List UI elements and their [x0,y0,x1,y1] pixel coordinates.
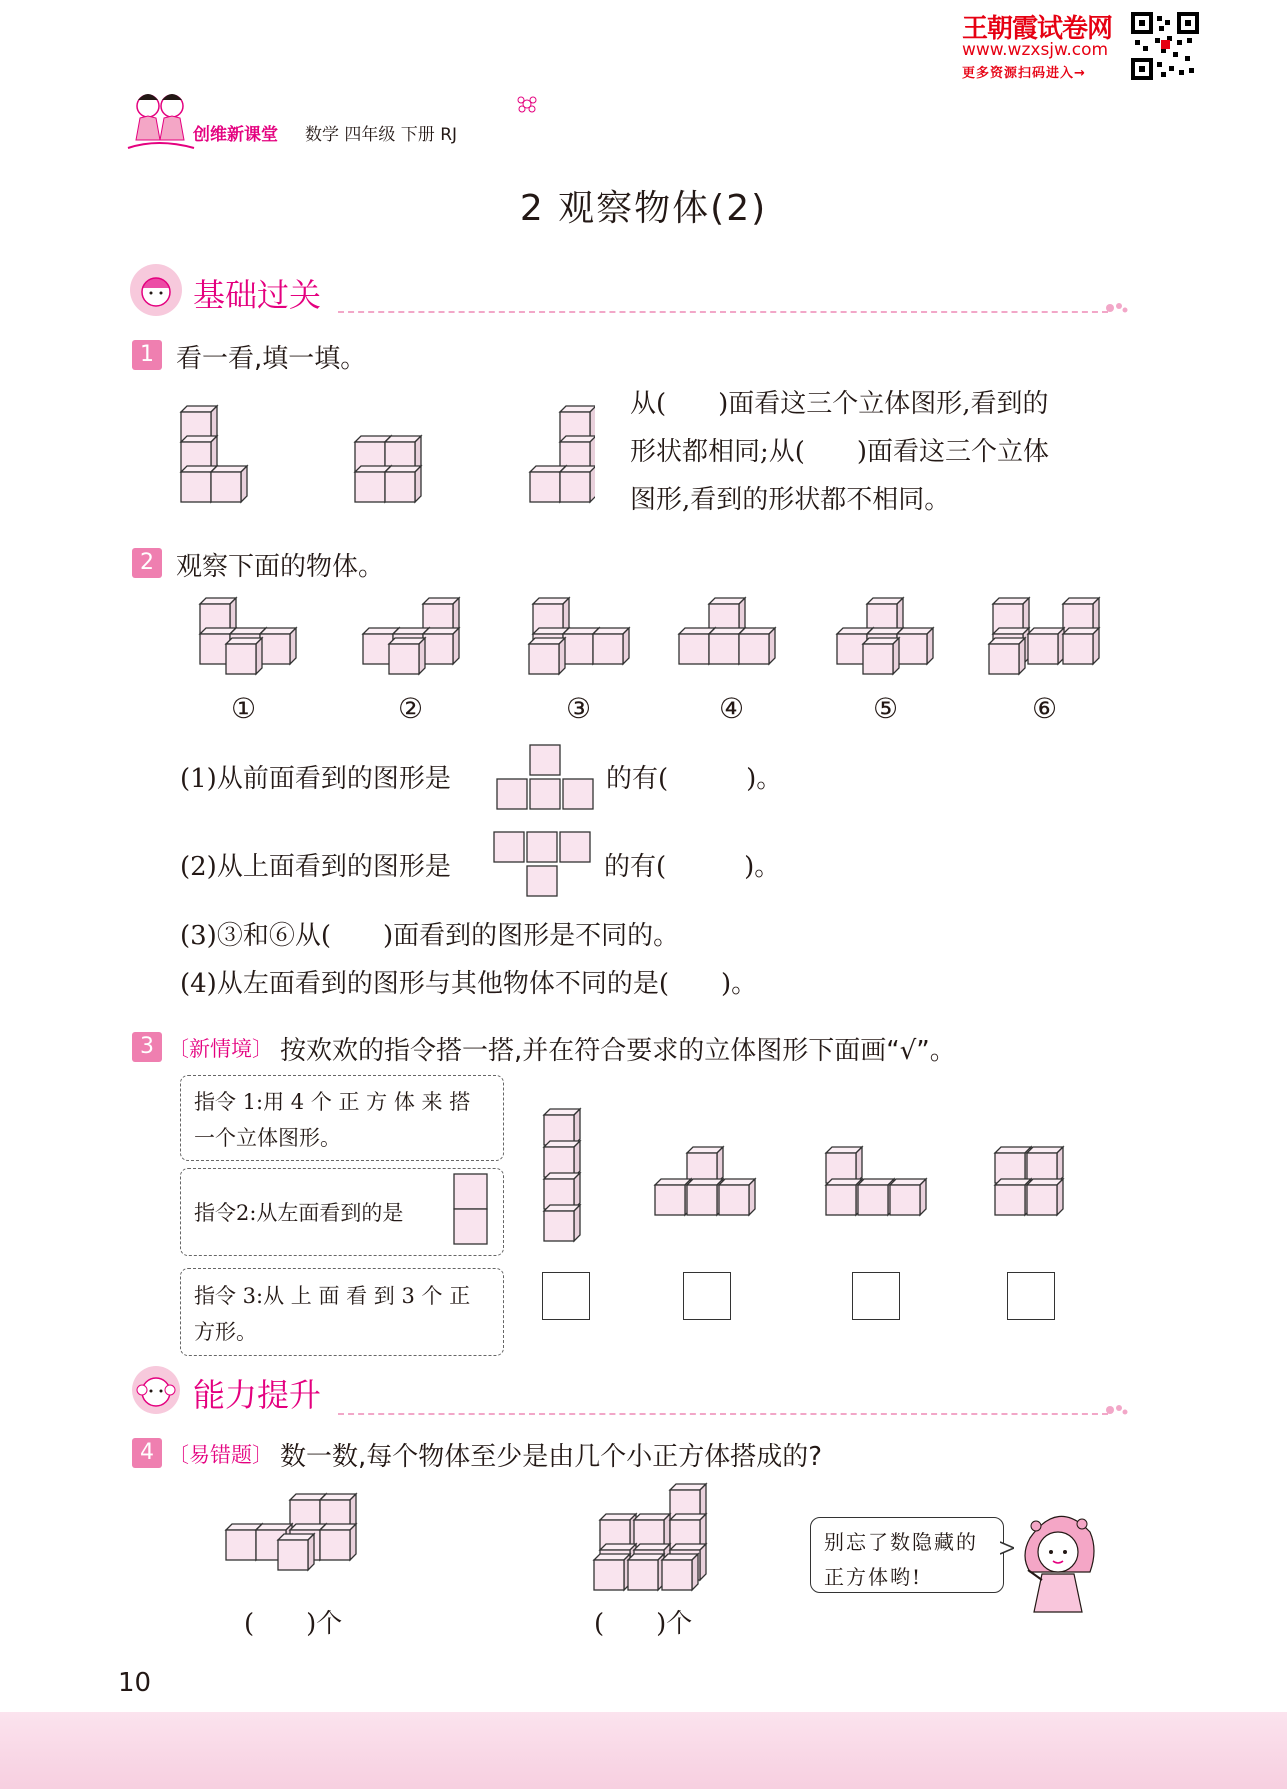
question-1-number: 1 [132,340,162,370]
q2-figure-4 [679,598,775,664]
q2-figure-1 [200,598,296,674]
q4-blank-2[interactable]: ( )个 [594,1609,693,1639]
q2-sub2-prefix: (2)从上面看到的图形是 [180,852,451,882]
q2-figure-2 [363,598,459,674]
section-advanced-title: 能力提升 [193,1376,322,1414]
q2-label-6: ⑥ [1032,692,1058,725]
q3-figure-b [655,1147,755,1215]
q2-sub3: (3)③和⑥从( )面看到的图形是不同的。 [180,921,680,951]
q2-label-3: ③ [566,692,592,725]
series-name: 创维新课堂 [193,125,278,145]
qr-code-icon[interactable] [1131,12,1199,80]
brand-url[interactable]: www.wzxsjw.com [962,40,1109,60]
q2-front-view-shape [495,743,600,813]
girl-face-icon [130,264,182,316]
question-4-number: 4 [132,1438,162,1468]
q4-blank-1[interactable]: ( )个 [244,1609,343,1639]
subject-info: 数学 四年级 下册 RJ [305,125,458,145]
q1-text-line2: 形状都相同;从( )面看这三个立体 [630,437,1050,467]
q2-sub4: (4)从左面看到的图形与其他物体不同的是( )。 [180,969,758,999]
question-3-number: 3 [132,1032,162,1062]
q2-top-view-shape [492,830,597,902]
command-1-line2: 一个立体图形。 [194,1126,341,1150]
q3-figure-d [995,1147,1063,1215]
answer-checkbox-a[interactable] [542,1272,590,1320]
q1-text-line3: 图形,看到的形状都不相同。 [630,485,951,515]
question-4-tag: 〔易错题〕 [168,1443,273,1467]
q2-figure-6 [989,598,1099,674]
command-3-line2: 方形。 [194,1320,257,1344]
q2-sub1-suffix: 的有( )。 [606,764,783,794]
q2-sub1-prefix: (1)从前面看到的图形是 [180,764,451,794]
q2-figures [195,590,1125,680]
command-1-line1: 指令 1:用 4 个 正 方 体 来 搭 [194,1090,471,1114]
q1-text-line1: 从( )面看这三个立体图形,看到的 [630,389,1049,419]
section-divider [338,311,1108,313]
q1-figures [175,400,595,520]
section-basic-title: 基础过关 [193,276,322,314]
question-3-prompt: 按欢欢的指令搭一搭,并在符合要求的立体图形下面画“√”。 [280,1036,956,1066]
q2-figure-3 [529,598,629,674]
q3-figure-c [826,1147,926,1215]
command-2-text: 指令2:从左面看到的是 [194,1201,404,1225]
page-title: 2 观察物体(2) [519,188,768,229]
children-logo-icon [126,88,196,154]
q2-label-5: ⑤ [873,692,899,725]
flower-icon [516,94,538,114]
command-2-left-view-shape [452,1172,490,1248]
answer-checkbox-b[interactable] [683,1272,731,1320]
q4-figure-1 [220,1480,370,1590]
monkey-avatar-icon [130,1364,182,1416]
command-3-line1: 指令 3:从 上 面 看 到 3 个 正 [194,1284,471,1308]
brand-more[interactable]: 更多资源扫码进入→ [962,66,1086,81]
bubble-tail [1000,1538,1014,1558]
q2-label-2: ② [398,692,424,725]
question-3-tag: 〔新情境〕 [168,1037,273,1061]
page-number: 10 [118,1668,152,1698]
q3-figure-a [544,1109,580,1241]
section-divider-2 [338,1413,1108,1415]
girl-character-icon [1000,1500,1110,1615]
footer-band [0,1712,1287,1789]
q2-figure-5 [837,598,933,674]
answer-checkbox-c[interactable] [852,1272,900,1320]
q2-sub2-suffix: 的有( )。 [604,852,781,882]
bubble-line1: 别忘了数隐藏的 [824,1530,978,1554]
q1-figure-b [355,436,421,502]
brand-title: 王朝霞试卷网 [962,14,1113,44]
q4-figure-2 [590,1480,730,1610]
answer-checkbox-d[interactable] [1007,1272,1055,1320]
q1-figure-c [530,406,595,502]
q1-figure-a [181,406,247,502]
bubble-line2: 正方体哟! [824,1565,923,1589]
q3-figures [540,1105,1100,1255]
dots-icon [1105,1402,1129,1418]
question-2-number: 2 [132,548,162,578]
q2-label-1: ① [231,692,257,725]
question-1-prompt: 看一看,填一填。 [176,344,367,374]
question-4-prompt: 数一数,每个物体至少是由几个小正方体搭成的? [280,1442,823,1472]
q2-label-4: ④ [719,692,745,725]
dots-icon [1105,300,1129,316]
question-2-prompt: 观察下面的物体。 [176,552,385,582]
